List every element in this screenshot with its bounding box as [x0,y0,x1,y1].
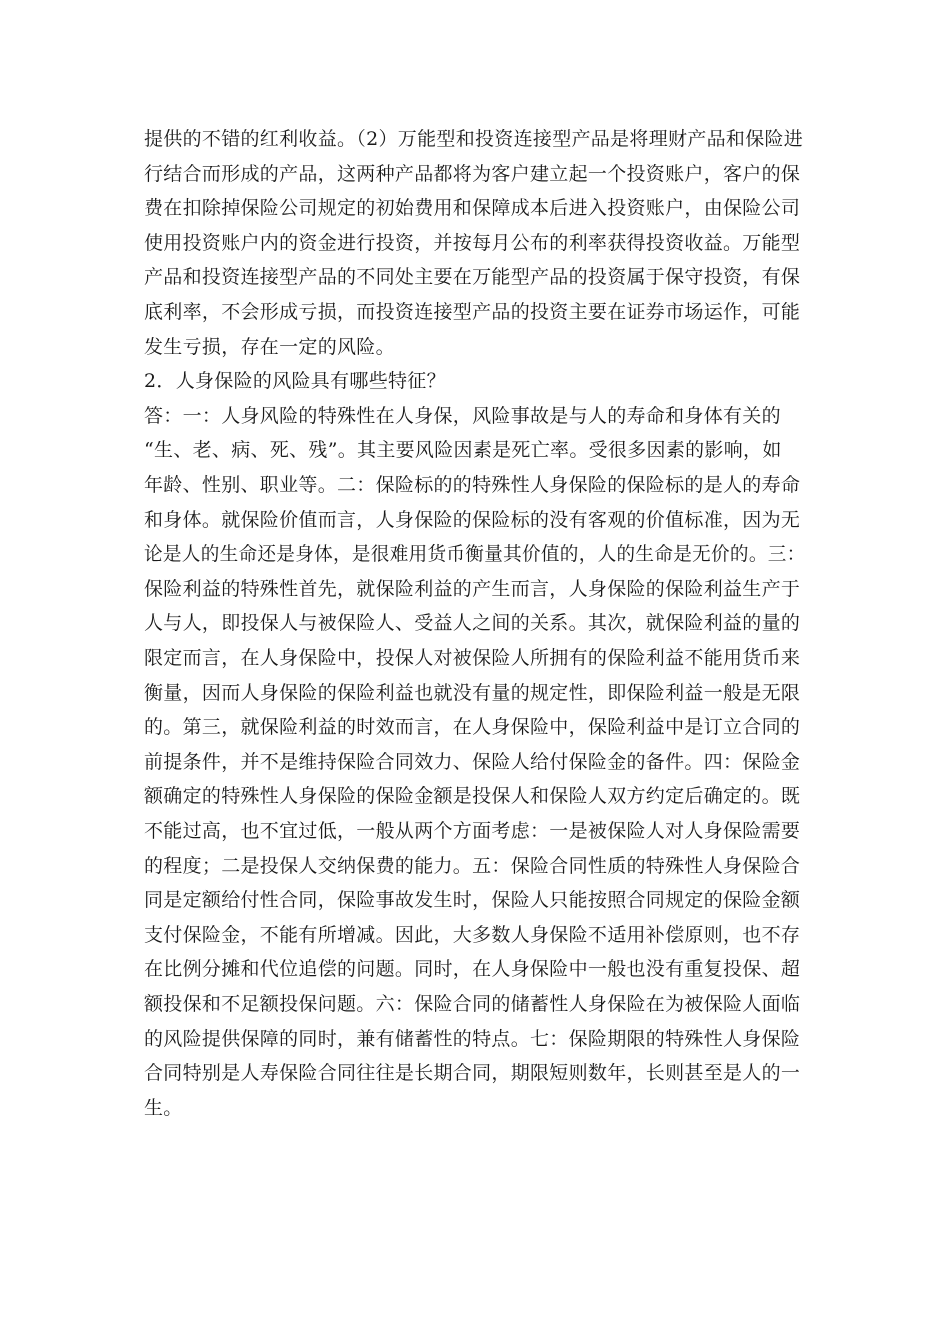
text-line: 的。第三，就保险利益的时效而言，在人身保险中，保险利益中是订立合同的 [144,716,801,738]
text-line: 发生亏损，存在一定的风险。 [144,336,395,358]
text-line: 前提条件，并不是维持保险合同效力、保险人给付保险金的备件。四：保险金 [144,751,801,773]
text-line: 保险利益的特殊性首先，就保险利益的产生而言，人身保险的保险利益生产于 [144,578,801,600]
text-line: 的程度；二是投保人交纳保费的能力。五：保险合同性质的特殊性人身保险合 [144,855,801,877]
text-line: 年龄、性别、职业等。二：保险标的的特殊性人身保险的保险标的是人的寿命 [144,474,801,496]
text-line: 产品和投资连接型产品的不同处主要在万能型产品的投资属于保守投资，有保 [144,266,801,288]
text-line: 合同特别是人寿保险合同往往是长期合同，期限短则数年，长则甚至是人的一 [144,1062,801,1084]
text-line: 答：一：人身风险的特殊性在人身保，风险事故是与人的寿命和身体有关的 [144,405,781,427]
text-line: 限定而言，在人身保险中，投保人对被保险人所拥有的保险利益不能用货币来 [144,647,801,669]
text-line: 额确定的特殊性人身保险的保险金额是投保人和保险人双方约定后确定的。既 [144,785,801,807]
text-line: 在比例分摊和代位追偿的问题。同时，在人身保险中一般也没有重复投保、超 [144,958,801,980]
text-line: 不能过高，也不宜过低，一般从两个方面考虑：一是被保险人对人身保险需要 [144,820,801,842]
text-line: 行结合而形成的产品，这两种产品都将为客户建立起一个投资账户，客户的保 [144,163,801,185]
text-line: “生、老、病、死、残”。其主要风险因素是死亡率。受很多因素的影响，如 [144,439,782,461]
question-heading: 2．人身保险的风险具有哪些特征？ [144,370,446,392]
text-line: 使用投资账户内的资金进行投资，并按每月公布的利率获得投资收益。万能型 [144,232,801,254]
text-line: 和身体。就保险价值而言，人身保险的保险标的没有客观的价值标准，因为无 [144,509,801,531]
text-line: 论是人的生命还是身体，是很难用货币衡量其价值的，人的生命是无价的。三： [144,543,806,565]
text-line: 人与人，即投保人与被保险人、受益人之间的关系。其次，就保险利益的量的 [144,612,801,634]
text-line: 底利率，不会形成亏损，而投资连接型产品的投资主要在证券市场运作，可能 [144,301,801,323]
text-line: 衡量，因而人身保险的保险利益也就没有量的规定性，即保险利益一般是无限 [144,682,801,704]
text-line: 提供的不错的红利收益。（2）万能型和投资连接型产品是将理财产品和保险进 [144,128,804,150]
text-line: 额投保和不足额投保问题。六：保险合同的储蓄性人身保险在为被保险人面临 [144,993,801,1015]
text-line: 费在扣除掉保险公司规定的初始费用和保障成本后进入投资账户，由保险公司 [144,197,801,219]
text-line: 同是定额给付性合同，保险事故发生时，保险人只能按照合同规定的保险金额 [144,889,801,911]
text-line: 的风险提供保障的同时，兼有储蓄性的特点。七：保险期限的特殊性人身保险 [144,1028,801,1050]
text-line: 生。 [144,1097,183,1119]
text-line: 支付保险金，不能有所增减。因此，大多数人身保险不适用补偿原则，也不存 [144,924,801,946]
